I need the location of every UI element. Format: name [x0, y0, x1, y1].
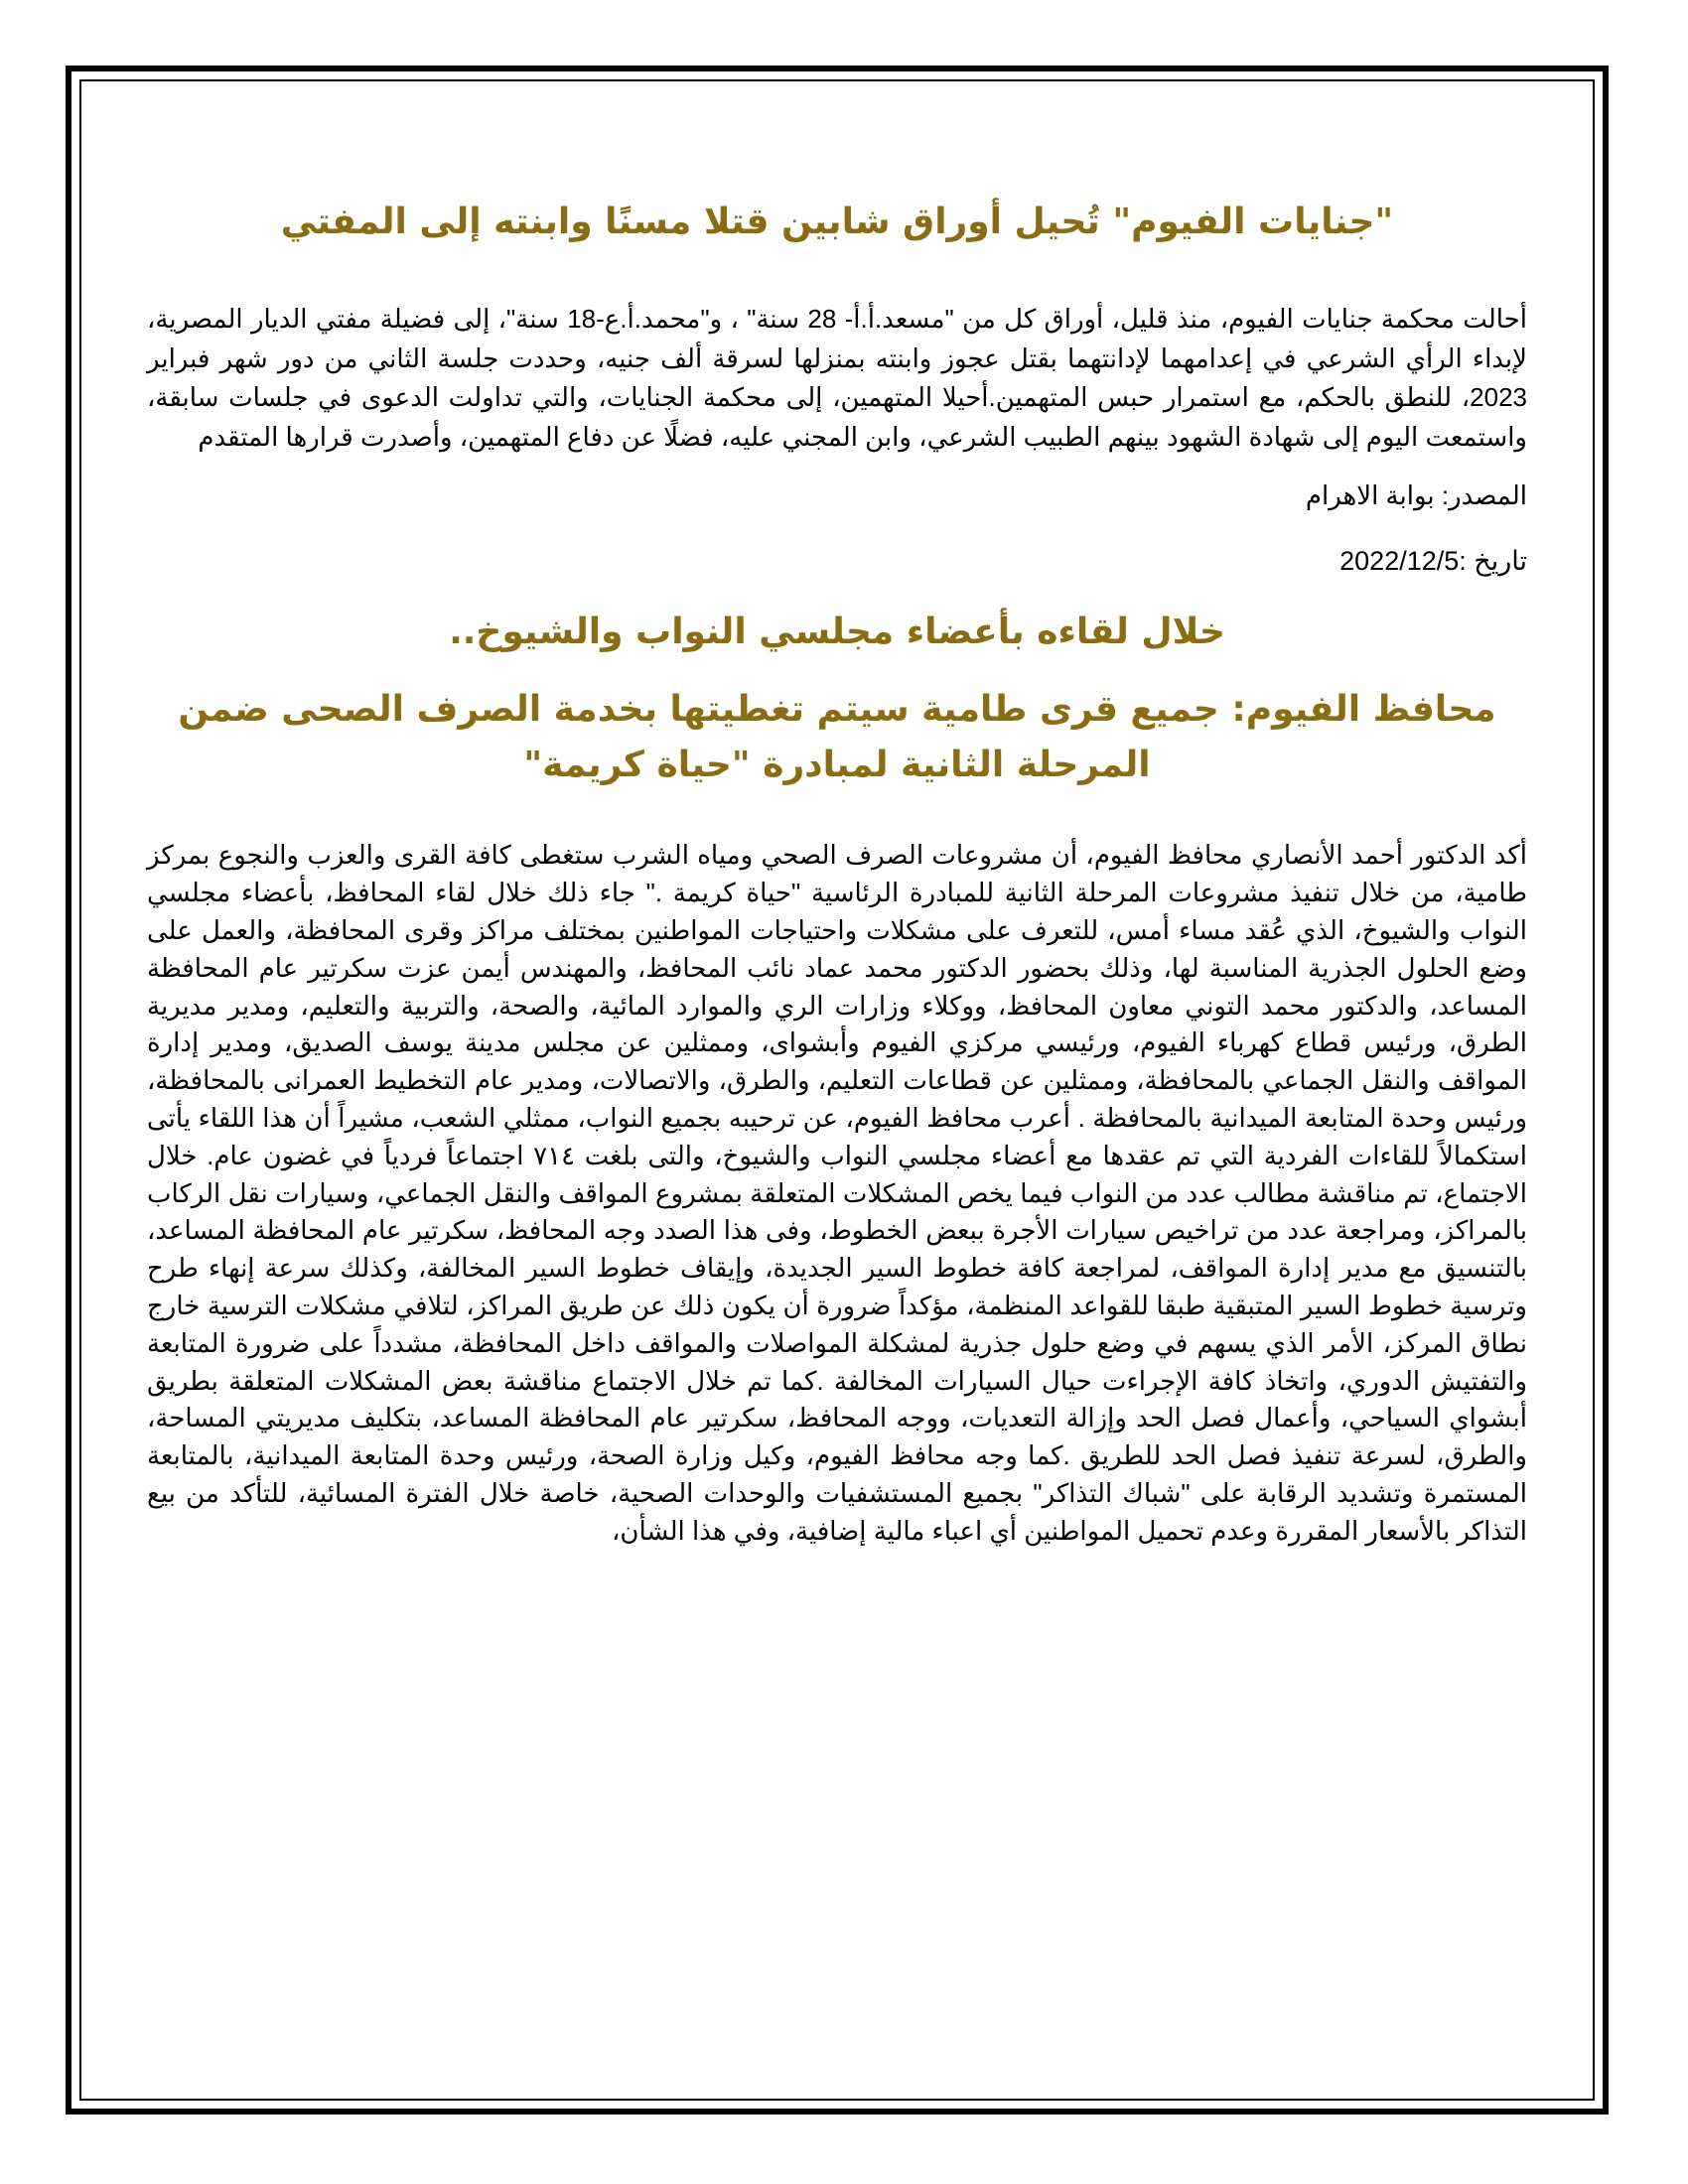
article-2-body: أكد الدكتور أحمد الأنصاري محافظ الفيوم، أن مشروعات الصرف الصحي ومياه الشرب ستغطى كافة القرى والعزب والنجوع بمركز طامية، من خلال تنفيذ مشروعات المرحلة الثانية للمبادرة الرئاسية "حياة كريمة ." جاء ذلك خلال لقاء المحافظ، بأعضاء مجلسي النواب والشيوخ، الذي عُقد مساء أمس، للتعرف على مشكلات واحتياجات المواطنين بمختلف مراكز وقرى المحافظة، والعمل على وضع الحلول الجذرية المناسبة لها، وذلك بحضور الدكتور محمد عماد نائب المحافظ، والمهندس أيمن عزت سكرتير عام المحافظة المساعد، والدكتور محمد التوني معاون المحافظ، ووكلاء وزارات الري والموارد المائية، والصحة، والتربية والتعليم، ومدير مديرية الطرق، ورئيس قطاع كهرباء الفيوم، ورئيسي مركزي الفيوم وأبشواى، وممثلين عن مجلس مدينة يوسف الصديق، ومدير إدارة المواقف والنقل الجماعي بالمحافظة، وممثلين عن قطاعات التعليم، والطرق، والاتصالات، ومدير عام التخطيط العمرانى بالمحافظة، ورئيس وحدة المتابعة الميدانية بالمحافظة . أعرب محافظ الفيوم، عن ترحيبه بجميع النواب، ممثلي الشعب، مشيراً أن هذا اللقاء يأتى استكمالاً للقاءات الفردية التي تم عقدها مع أعضاء مجلسي النواب والشيوخ، والتى بلغت ٧١٤ اجتماعاً فردياً في غضون عام. خلال الاجتماع، تم مناقشة مطالب عدد من النواب فيما يخص المشكلات المتعلقة بمشروع المواقف والنقل الجماعي، وسيارات نقل الركاب بالمراكز، ومراجعة عدد من تراخيص سيارات الأجرة ببعض الخطوط، وفى هذا الصدد وجه المحافظ، سكرتير عام المحافظة المساعد، بالتنسيق مع مدير إدارة المواقف، لمراجعة كافة خطوط السير الجديدة، وإيقاف خطوط السير المخالفة، وكذلك سرعة إنهاء طرح وترسية خطوط السير المتبقية طبقا للقواعد المنظمة، مؤكداً ضرورة أن يكون ذلك عن طريق المراكز، لتلافي مشكلات الترسية خارج نطاق المركز، الأمر الذي يسهم في وضع حلول جذرية لمشكلة المواصلات والمواقف داخل المحافظة، مشدداً على ضرورة المتابعة والتفتيش الدوري، واتخاذ كافة الإجراءت حيال السيارات المخالفة .كما تم خلال الاجتماع مناقشة بعض المشكلات المتعلقة بطريق أبشواي السياحي، وأعمال فصل الحد وإزالة التعديات، ووجه المحافظ، سكرتير عام المحافظة المساعد، بتكليف مديريتي المساحة، والطرق، لسرعة تنفيذ فصل الحد للطريق .كما وجه محافظ الفيوم، وكيل وزارة الصحة، ورئيس وحدة المتابعة الميدانية، بالمتابعة المستمرة وتشديد الرقابة على "شباك التذاكر" بجميع المستشفيات والوحدات الصحية، خاصة خلال الفترة المسائية، للتأكد من بيع التذاكر بالأسعار المقررة وعدم تحميل المواطنين أي اعباء مالية إضافية، وفي هذا الشأن،: [147, 840, 1527, 1546]
article-1-source: المصدر: بوابة الاهرام: [1305, 480, 1527, 511]
article-1-body: أحالت محكمة جنايات الفيوم، منذ قليل، أوراق كل من "مسعد.أ.أ- 28 سنة" ، و"محمد.أ.ع-18 سنة"، إلى فضيلة مفتي الديار المصرية، لإبداء الرأي الشرعي في إعدامهما لإدانتهما بقتل عجوز وابنته بمنزلها لسرقة ألف جنيه، وحددت جلسة الثاني من دور شهر فبراير 2023، للنطق بالحكم، مع استمرار حبس المتهمين.أحيلا المتهمين، إلى محكمة الجنايات، والتي تداولت الدعوى في جلسات سابقة، واستمعت اليوم إلى شهادة الشهود بينهم الطبيب الشرعي، وابن المجني عليه، فضلًا عن دفاع المتهمين، وأصدرت قرارها المتقدم: [147, 304, 1527, 452]
article-2-title: محافظ الفيوم: جميع قرى طامية سيتم تغطيتها بخدمة الصرف الصحى ضمن المرحلة الثانية لمبادرة "حياة كريمة": [178, 689, 1496, 786]
document-content: [147, 195, 1527, 1551]
article-2-kicker: خلال لقاءه بأعضاء مجلسي النواب والشيوخ..: [449, 612, 1225, 653]
article-1-title: "جنايات الفيوم" تُحيل أوراق شابين قتلا مسنًا وابنته إلى المفتي: [280, 202, 1394, 242]
article-1-date: تاريخ :2022/12/5: [1339, 546, 1527, 577]
